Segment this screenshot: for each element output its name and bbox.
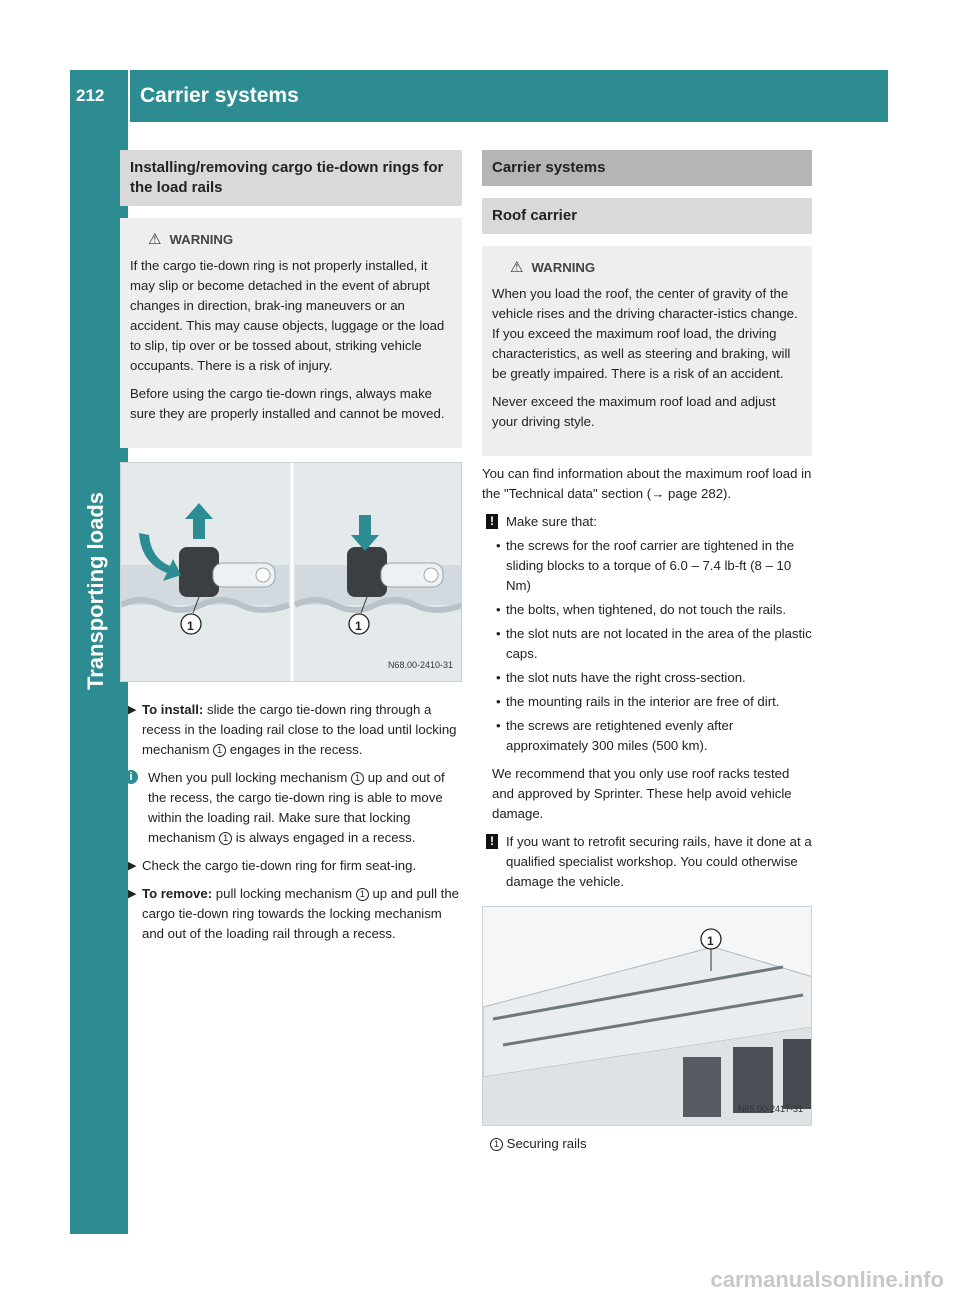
figure-ref: 1 — [707, 934, 714, 948]
securing-rails-figure — [482, 906, 812, 1126]
header-divider — [128, 70, 130, 122]
tie-down-ring-illustration — [121, 463, 462, 682]
ref-1: 1 — [490, 1138, 503, 1151]
note-icon: ! — [486, 514, 498, 529]
warning-triangle-icon: ⚠ — [510, 259, 524, 276]
step-arrow-icon: ▶ — [128, 888, 137, 900]
footer-watermark: carmanualsonline.info — [710, 1267, 944, 1292]
page-number: 212 — [76, 86, 105, 105]
figure-code: N68.00-2410-31 — [387, 660, 453, 670]
warning-title-text: WARNING — [169, 232, 234, 247]
van-roof-illustration — [483, 907, 812, 1126]
subheading-roof-carrier: Roof carrier — [482, 198, 812, 234]
bullet-item: • the slot nuts are not located in the area of the plastic caps. — [496, 626, 812, 661]
left-column — [120, 150, 462, 944]
warning-box-roof — [482, 246, 812, 456]
step-remove: ▶ To remove: pull locking mechanism 1 up and pull the cargo tie-down ring towards the locking mechanism and out of the loading rail through a recess. — [128, 886, 459, 941]
note-make-sure: ! Make sure that: — [482, 512, 812, 532]
bullet-item: • the screws are retightened evenly after approximately 300 miles (500 km). — [496, 718, 734, 753]
figure-code: N65.00-2417-31 — [737, 1104, 803, 1114]
running-head: Carrier systems — [140, 84, 299, 107]
bullet-item: • the mounting rails in the interior are free of dirt. — [496, 694, 780, 709]
info-locking: i When you pull locking mechanism 1 up and out of the recess, the cargo tie-down ring is able to move within the loading rail. Make sure that locking mechanism 1 is always engaged in a recess. — [120, 768, 462, 848]
ref-1: 1 — [219, 832, 232, 845]
figure-caption: 1 Securing rails — [482, 1134, 812, 1154]
right-column — [482, 150, 812, 1154]
ref-1: 1 — [351, 772, 364, 785]
step-install: ▶ To install: slide the cargo tie-down ring through a recess in the loading rail close to the load until locking mechanism 1 engages in the recess. — [128, 702, 457, 757]
recommendation-text: We recommend that you only use roof racks tested and approved by Sprinter. These help avoid vehicle damage. — [492, 766, 792, 821]
warning-title — [510, 258, 802, 278]
tie-down-ring-figure — [120, 462, 462, 682]
figure-ref-left: 1 — [187, 619, 194, 633]
bullet-item: • the slot nuts have the right cross-section. — [496, 670, 746, 685]
note-retrofit: ! If you want to retrofit securing rails, have it done at a qualified specialist workshop. You could otherwise damage the vehicle. — [482, 832, 812, 892]
warning-text-1: When you load the roof, the center of gravity of the vehicle rises and the driving character-istics change. If you exceed the maximum roof load, the driving characteristics, as well as steering and braking, will be greatly impaired. There is a risk of an accident. — [492, 286, 798, 381]
bullet-item: • the screws for the roof carrier are tightened in the sliding blocks to a torque of 6.0 – 7.4 lb-ft (8 – 10 Nm) — [496, 538, 795, 593]
step-arrow-icon: ▶ — [128, 704, 137, 716]
section-heading-carrier-systems: Carrier systems — [482, 150, 812, 186]
note-icon: ! — [486, 834, 498, 849]
figure-ref-right: 1 — [355, 619, 362, 633]
ref-1: 1 — [356, 888, 369, 901]
side-label — [83, 660, 113, 690]
warning-triangle-icon: ⚠ — [148, 231, 162, 248]
warning-box-tie-down — [120, 218, 462, 448]
warning-text-2: Before using the cargo tie-down rings, always make sure they are properly installed and cannot be moved. — [130, 386, 445, 421]
ref-1: 1 — [213, 744, 226, 757]
bullet-item: • the bolts, when tightened, do not touch the rails. — [496, 602, 787, 617]
warning-title-text: WARNING — [531, 260, 596, 275]
step-check: ▶ Check the cargo tie-down ring for firm seat-ing. — [120, 856, 462, 876]
warning-title — [148, 230, 452, 250]
section-heading-tie-down: Installing/removing cargo tie-down rings for the load rails — [120, 150, 462, 206]
step-arrow-icon: ▶ — [128, 860, 137, 872]
info-icon: i — [124, 770, 138, 784]
warning-text-1: If the cargo tie-down ring is not properly installed, it may slip or become detached in the event of abrupt changes in direction, brak-ing maneuvers or an accident. This may cause objects, luggage or the load to slip, tip over or be tossed about, striking vehicle occupants. There is a risk of injury. — [130, 258, 445, 373]
roof-load-info: You can find information about the maximum roof load in the "Technical data" section (→ page 282). — [482, 466, 812, 501]
warning-text-2: Never exceed the maximum roof load and adjust your driving style. — [492, 394, 776, 429]
